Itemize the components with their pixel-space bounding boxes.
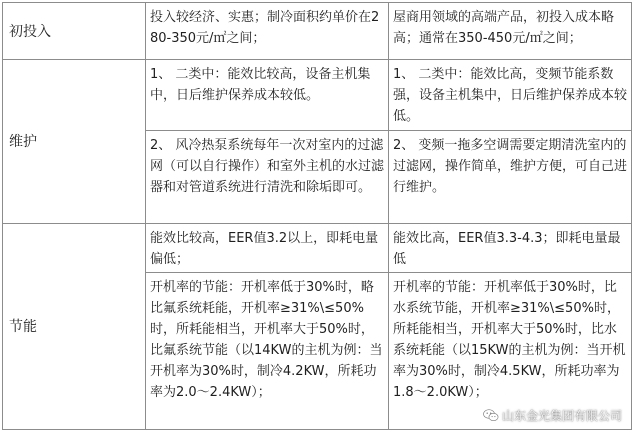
cell-fluorine-initial-investment: 屋商用领域的高端产品，初投入成本略高；通常在350-450元/㎡之间； bbox=[389, 3, 632, 60]
watermark bbox=[483, 407, 622, 424]
table-row-initial-investment bbox=[3, 3, 632, 60]
cell-water-initial-investment: 投入较经济、实惠；制冷面积约单价在280-350元/㎡之间； bbox=[146, 3, 389, 60]
cell-fluorine-energy-2: 开机率的节能：开机率低于30%时，比水系统节能，开机率≥31%\≤50%时，所耗能相当，开机率大于50%时，比水系统耗能（以15KW的主机为例：当开机率为30%时，制冷4.5KW，所耗功率为1.8～2.0KW）； bbox=[389, 273, 632, 430]
wechat-icon bbox=[483, 409, 499, 422]
cell-fluorine-energy-1: 能效比高，EER值3.3-4.3；即耗电量最低 bbox=[389, 224, 632, 273]
watermark-text: 山东金光集团有限公司 bbox=[501, 409, 622, 423]
row-label-energy: 节能 bbox=[3, 224, 146, 430]
comparison-table bbox=[2, 2, 632, 430]
cell-water-maintenance-1: 1、 二类中：能效比较高，设备主机集中，日后维护保养成本较低。 bbox=[146, 60, 389, 131]
table-row-maintenance-1 bbox=[3, 60, 632, 131]
cell-fluorine-maintenance-1: 1、 二类中：能效比高，变频节能系数强，设备主机集中，日后维护保养成本较低。 bbox=[389, 60, 632, 131]
cell-water-energy-1: 能效比较高，EER值3.2以上，即耗电量偏低； bbox=[146, 224, 389, 273]
row-label-maintenance: 维护 bbox=[3, 60, 146, 224]
cell-water-maintenance-2: 2、 风冷热泵系统每年一次对室内的过滤网（可以自行操作）和室外主机的水过滤器和对管道系统进行清洗和除垢即可。 bbox=[146, 131, 389, 224]
table-row-energy-1 bbox=[3, 224, 632, 273]
row-label-initial-investment: 初投入 bbox=[3, 3, 146, 60]
cell-water-energy-2: 开机率的节能：开机率低于30%时，略比氟系统耗能，开机率≥31%\≤50%时，所耗能相当，开机率大于50%时，比氟系统节能（以14KW的主机为例：当开机率为30%时，制冷4.2KW，所耗功率为2.0～2.4KW）； bbox=[146, 273, 389, 430]
cell-fluorine-maintenance-2: 2、 变频一拖多空调需要定期清洗室内的过滤网，操作简单，维护方便，可自己进行维护。 bbox=[389, 131, 632, 224]
